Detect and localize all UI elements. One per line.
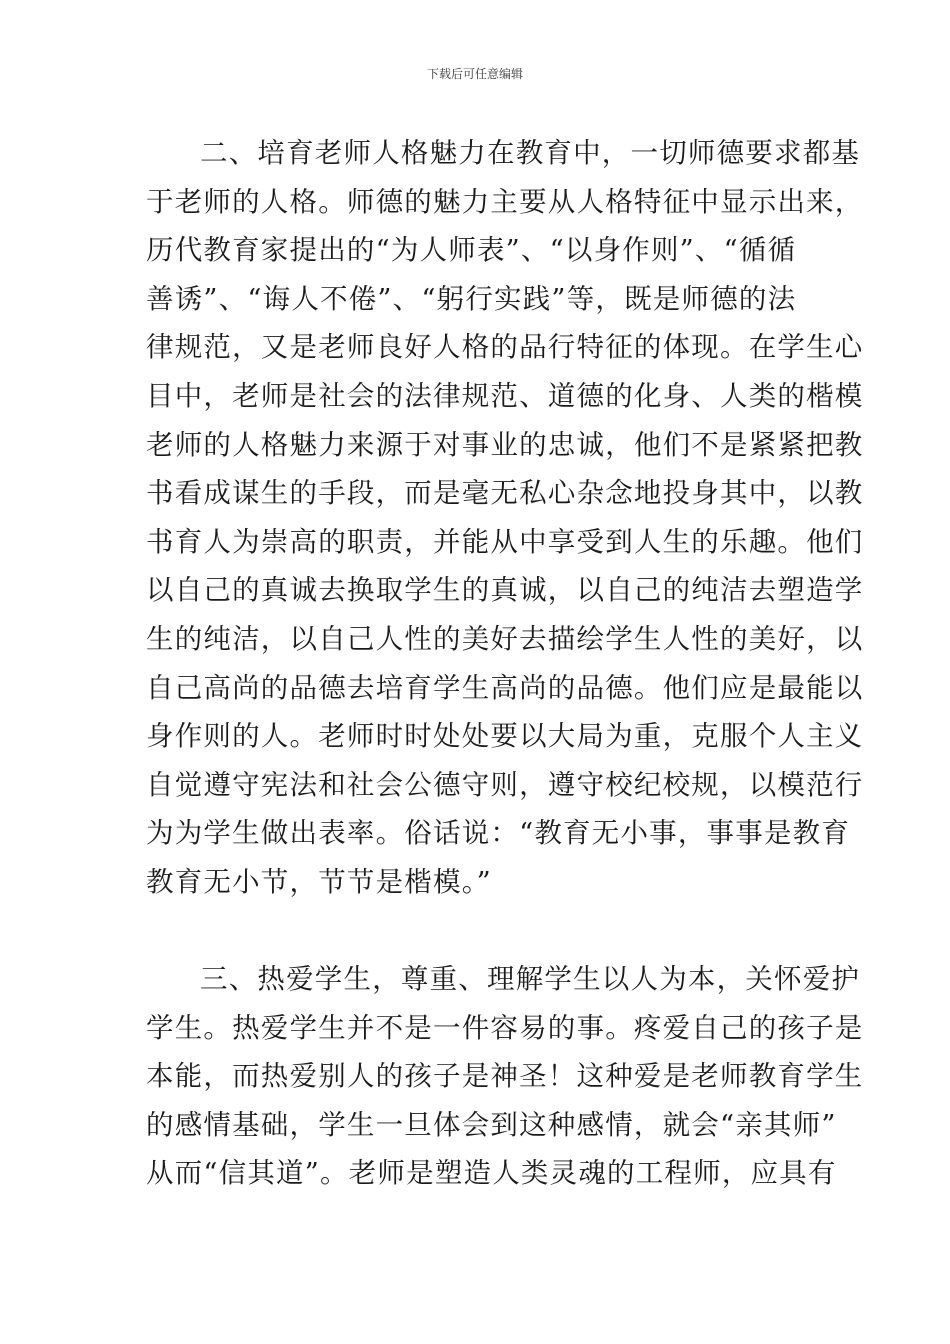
text-line: 学生。热爱学生并不是一件容易的事。疼爱自己的孩子是 [146, 1011, 864, 1044]
text-line: 以自己的真诚去换取学生的真诚，以自己的纯洁去塑造学 [146, 574, 864, 607]
text-line: 历代教育家提出的“为人师表”、“以身作则”、“循循 [146, 234, 797, 267]
text-line: 书育人为崇高的职责，并能从中享受到人生的乐趣。他们 [146, 525, 864, 558]
text-line: 二、培育老师人格魅力在教育中，一切师德要求都基 [200, 137, 861, 169]
page-header: 下载后可任意编辑 [426, 67, 523, 81]
text-line: 自己高尚的品德去培育学生高尚的品德。他们应是最能以 [146, 671, 864, 704]
text-line: 身作则的人。老师时时处处要以大局为重，克服个人主义 [146, 720, 864, 753]
text-line: 为为学生做出表率。俗话说：“教育无小事，事事是教育 [146, 817, 851, 850]
paragraph-3-love-students [146, 955, 864, 1198]
text-line: 自觉遵守宪法和社会公德守则，遵守校纪校规，以模范行 [146, 768, 864, 801]
text-line: 书看成谋生的手段，而是毫无私心杂念地投身其中，以教 [146, 477, 864, 510]
text-line: 善诱”、“诲人不倦”、“躬行实践”等，既是师德的法 [146, 282, 797, 315]
text-line: 目中，老师是社会的法律规范、道德的化身、人类的楷模 [146, 379, 864, 412]
text-line: 教育无小节，节节是楷模。” [146, 865, 492, 898]
text-line: 从而“信其道”。老师是塑造人类灵魂的工程师，应具有 [146, 1157, 837, 1190]
text-line: 于老师的人格。师德的魅力主要从人格特征中显示出来， [146, 185, 864, 218]
text-line: 三、热爱学生，尊重、理解学生以人为本，关怀爱护 [200, 963, 861, 996]
text-line: 本能，而热爱别人的孩子是神圣！这种爱是老师教育学生 [146, 1060, 864, 1093]
paragraph-spacer [146, 907, 810, 956]
document-body [146, 129, 864, 1198]
text-line: 律规范，又是老师良好人格的品行特征的体现。在学生心 [146, 331, 864, 364]
paragraph-2-teacher-charisma [146, 129, 864, 907]
text-line: 老师的人格魅力来源于对事业的忠诚，他们不是紧紧把教 [146, 428, 864, 461]
text-line: 的感情基础，学生一旦体会到这种感情，就会“亲其师” [146, 1108, 837, 1141]
text-line: 生的纯洁，以自己人性的美好去描绘学生人性的美好，以 [146, 622, 864, 655]
